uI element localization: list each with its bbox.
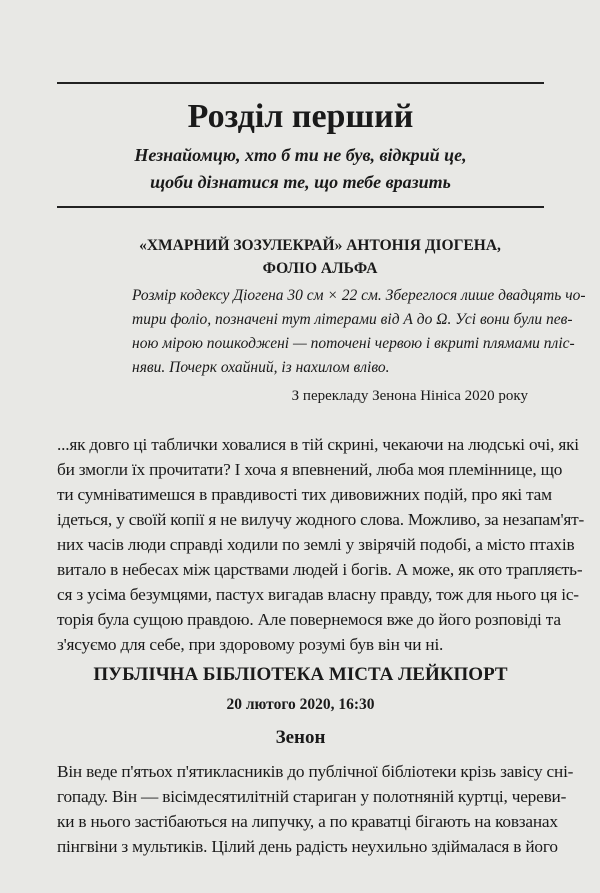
top-rule bbox=[57, 82, 544, 84]
attribution: З перекладу Зенона Нініса 2020 року bbox=[291, 388, 528, 404]
epigraph-line: Незнайомцю, хто б ти не був, відкрий це, bbox=[134, 145, 467, 165]
body-line: ся з усіма безумцями, пастух вигадав власну правду, тож для нього ця іс- bbox=[57, 585, 579, 604]
body-line: пінгвіни з мультиків. Цілий день радість неухильно здіймалася в його bbox=[57, 837, 558, 856]
note-line: ною мірою пошкоджені — поточені червою і вкриті плямами пліс- bbox=[132, 335, 575, 352]
body-line: ки в нього застібаються на липучку, а по краватці бігають на ковзанах bbox=[57, 812, 558, 831]
body-line: ...як довго ці таблички ховалися в тій скрині, чекаючи на людські очі, які bbox=[57, 435, 579, 454]
epigraph-line: щоби дізнатися те, що тебе вразить bbox=[150, 172, 451, 192]
body-text bbox=[57, 432, 585, 657]
chapter-title: Розділ перший bbox=[187, 98, 414, 135]
body-line: ідеться, у своїй копії я не вилучу жодного слова. Можливо, за незапам'ят- bbox=[57, 510, 585, 529]
note-line: няви. Почерк охайний, із нахилом вліво. bbox=[132, 359, 390, 376]
body-line: Він веде п'ятьох п'ятикласників до публічної бібліотеки крізь завісу сні- bbox=[57, 762, 574, 781]
bottom-rule bbox=[57, 206, 544, 208]
folio-note bbox=[132, 284, 586, 380]
body-line: би змогли їх прочитати? І хоча я впевнений, люба моя племіннице, що bbox=[57, 460, 563, 479]
section-datetime: 20 лютого 2020, 16:30 bbox=[226, 696, 375, 713]
folio-heading-line: ФОЛІО АЛЬФА bbox=[262, 260, 378, 277]
section-body bbox=[57, 759, 574, 859]
body-line: гопаду. Він — вісімдесятилітній стариган у полотняній куртці, череви- bbox=[57, 787, 567, 806]
note-line: Розмір кодексу Діогена 30 см × 22 см. Збереглося лише двадцять чо- bbox=[132, 287, 586, 304]
folio-heading-line: «ХМАРНИЙ ЗОЗУЛЕКРАЙ» АНТОНІЯ ДІОГЕНА, bbox=[139, 237, 501, 254]
body-line: з'ясуємо для себе, при здоровому розумі був він чи ні. bbox=[57, 635, 444, 654]
chapter-epigraph bbox=[57, 142, 544, 196]
body-line: витало в небесах між царствами людей і богів. А може, як ото трапляєть- bbox=[57, 560, 583, 579]
folio-heading bbox=[110, 234, 530, 280]
section-character: Зенон bbox=[275, 727, 326, 748]
note-line: тири фоліо, позначені тут літерами від А до Ω. Усі вони були пев- bbox=[132, 311, 573, 328]
body-line: ти сумніватимешся в правдивості тих дивовижних подій, про які там bbox=[57, 485, 552, 504]
section-heading: ПУБЛІЧНА БІБЛІОТЕКА МІСТА ЛЕЙКПОРТ bbox=[93, 664, 508, 685]
body-line: них часів люди справді ходили по землі у звірячій подобі, а місто птахів bbox=[57, 535, 575, 554]
body-line: торія була сущою правдою. Але повернемося вже до його розповіді та bbox=[57, 610, 561, 629]
